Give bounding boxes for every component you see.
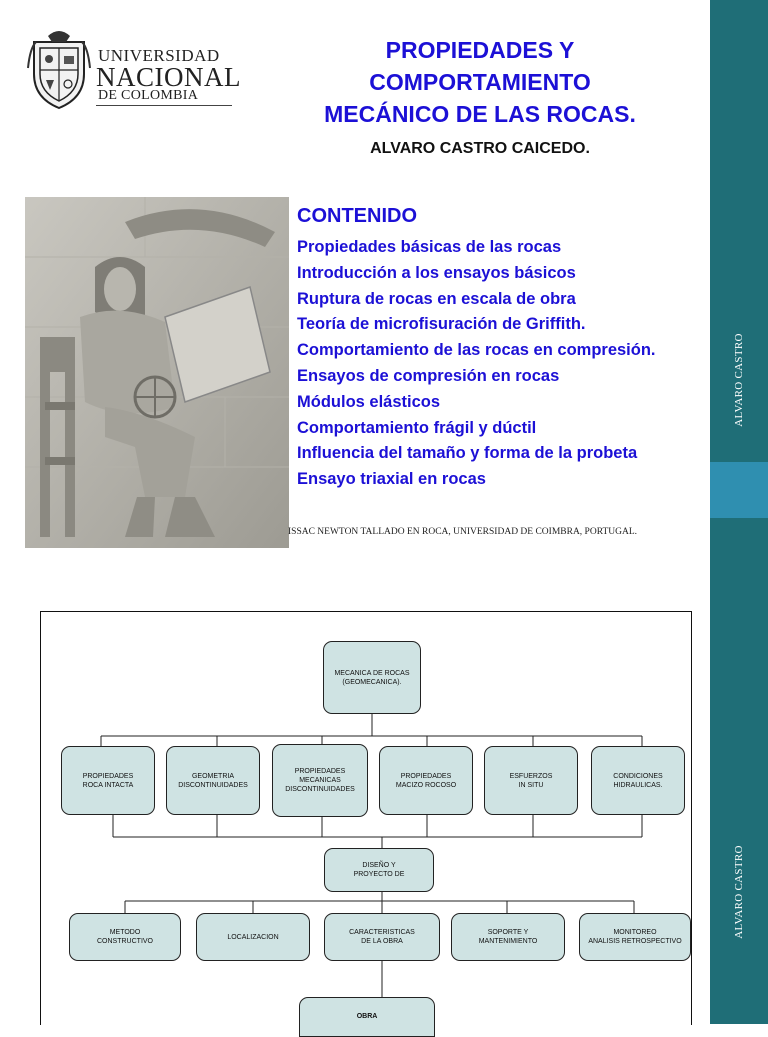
contents-item: Influencia del tamaño y forma de la probeta [297, 444, 638, 463]
node-metodo-constructivo: METODO CONSTRUCTIVO [69, 913, 181, 961]
node-caracteristicas-de-la-obra: CARACTERISTICAS DE LA OBRA [324, 913, 440, 961]
title-line-2: COMPORTAMIENTO [369, 69, 591, 95]
node-mecanica-de-rocas: MECANICA DE ROCAS (GEOMECANICA). [323, 641, 421, 714]
sidebar-label-bottom: ALVARO CASTRO [733, 845, 745, 939]
node-propiedades-macizo-rocoso: PROPIEDADES MACIZO ROCOSO [379, 746, 473, 815]
rock-mechanics-diagram [40, 611, 692, 1025]
contents-heading: CONTENIDO [297, 205, 417, 227]
logo-text-universidad: UNIVERSIDAD [98, 46, 220, 65]
contents-item: Teoría de microfisuración de Griffith. [297, 315, 586, 334]
contents-item: Ensayos de compresión en rocas [297, 366, 560, 385]
contents-item: Ruptura de rocas en escala de obra [297, 289, 576, 308]
sidebar-label-top: ALVARO CASTRO [733, 333, 745, 427]
university-seal-icon [26, 28, 92, 110]
node-condiciones-hidraulicas: CONDICIONES HIDRAULICAS. [591, 746, 685, 815]
contents-item: Módulos elásticos [297, 392, 441, 411]
photo-caption: ISSAC NEWTON TALLADO EN ROCA, UNIVERSIDAD DE COIMBRA, PORTUGAL. [288, 527, 638, 537]
contents-item: Comportamiento de las rocas en compresión. [297, 341, 656, 360]
contents-item: Ensayo triaxial en rocas [297, 470, 486, 489]
contents-section [297, 203, 707, 493]
logo-divider [96, 105, 232, 106]
page-title [290, 34, 670, 130]
node-soporte-y-mantenimiento: SOPORTE Y MANTENIMIENTO [451, 913, 565, 961]
title-line-3: MECÁNICO DE LAS ROCAS. [324, 101, 636, 127]
sidebar-accent-block [710, 462, 768, 518]
contents-item: Propiedades básicas de las rocas [297, 238, 562, 256]
node-obra: OBRA [299, 997, 435, 1037]
logo-text-nacional: NACIONAL [96, 62, 241, 92]
node-diseno-y-proyecto: DISEÑO Y PROYECTO DE [324, 848, 434, 892]
node-monitoreo-analisis-retrospectivo: MONITOREO ANALISIS RETROSPECTIVO [579, 913, 691, 961]
node-geometria-discontinuidades: GEOMETRIA DISCONTINUIDADES [166, 746, 260, 815]
title-line-1: PROPIEDADES Y [385, 37, 575, 63]
contents-list [297, 235, 707, 493]
newton-relief-photo [25, 197, 289, 548]
node-propiedades-mecanicas-discontinuidades: PROPIEDADES MECANICAS DISCONTINUIDADES [272, 744, 368, 817]
university-logo [26, 28, 241, 110]
node-localizacion: LOCALIZACION [196, 913, 310, 961]
sidebar [710, 0, 768, 1024]
node-propiedades-roca-intacta: PROPIEDADES ROCA INTACTA [61, 746, 155, 815]
logo-text-de-colombia: DE COLOMBIA [98, 88, 199, 103]
contents-item: Comportamiento frágil y dúctil [297, 418, 537, 437]
author-name: ALVARO CASTRO CAICEDO. [370, 140, 590, 157]
contents-item: Introducción a los ensayos básicos [297, 263, 576, 282]
node-esfuerzos-in-situ: ESFUERZOS IN SITU [484, 746, 578, 815]
